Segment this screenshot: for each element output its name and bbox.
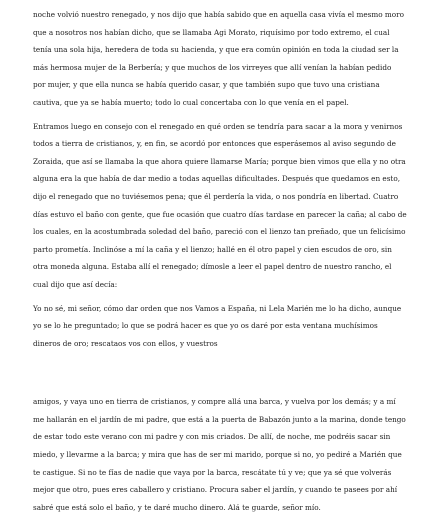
- text-line: más hermosa mujer de la Berbería; y que muchos de los virreyes que allí venían la habían pedido: [33, 62, 392, 72]
- text-line: días estuvo el baño con gente, que fue ocasión que cuatro días tardase en parecer la caña; al cabo de: [33, 209, 407, 219]
- text-line: que a nosotros nos habían dicho, que se llamaba Agi Morato, riquísimo por todo extremo, el cual: [33, 27, 390, 37]
- text-line: yo se lo he preguntado; lo que se podrá hacer es que yo os daré por esta ventana muchísimos: [33, 321, 378, 331]
- page-break-gap: [33, 352, 413, 393]
- letter-paragraph-2: [33, 393, 413, 516]
- text-line: mejor que otro, pues eres caballero y cristiano. Procura saber el jardín, y cuando te pasees por ahí: [33, 485, 398, 495]
- text-line: por mujer, y que ella nunca se había querido casar, y que también supo que tuvo una cristiana: [33, 80, 380, 90]
- text-line: me hallarán en el jardín de mi padre, que está a la puerta de Babazón junto a la marina, donde tengo: [33, 414, 406, 424]
- paragraph-1: [33, 6, 413, 112]
- text-line: dijo el renegado que no tuviésemos pena; que él perdería la vida, o nos pondría en libertad. Cuatro: [33, 191, 399, 201]
- letter-paragraph-1: [33, 300, 413, 353]
- text-line: de estar todo este verano con mi padre y con mis criados. De allí, de noche, me podréis sacar sin: [33, 432, 391, 442]
- text-line: noche volvió nuestro renegado, y nos dijo que había sabido que en aquella casa vivía el mesmo moro: [33, 10, 405, 19]
- text-line: cautiva, que ya se había muerto; todo lo cual concertaba con lo que venía en el papel.: [33, 97, 349, 107]
- text-line: miedo, y llevarme a la barca; y mira que has de ser mi marido, porque si no, yo pediré a Marién que: [33, 450, 402, 460]
- text-line: cual dijo que así decía:: [33, 279, 118, 289]
- text-line: todos a tierra de cristianos, y, en fin, se acordó por entonces que esperásemos al aviso segundo de: [33, 139, 396, 149]
- document-page: [33, 6, 413, 516]
- text-line: te castigue. Si no te fías de nadie que vaya por la barca, rescátate tú y ve; que ya sé que volverás: [33, 467, 392, 477]
- text-line: Zoraida, que así se llamaba la que ahora quiere llamarse María; porque bien vimos que ella y no otra: [33, 156, 406, 166]
- text-line: tenía una sola hija, heredera de toda su hacienda, y que era común opinión en toda la ciudad ser la: [33, 45, 399, 55]
- text-line: sabré que está solo el baño, y te daré mucho dinero. Alá te guarde, señor mío.: [33, 502, 321, 512]
- text-line: Entramos luego en consejo con el renegado en qué orden se tendría para sacar a la mora y venirnos: [33, 121, 403, 131]
- text-line: los cuales, en la acostumbrada soledad del baño, pareció con el lienzo tan preñado, que un felicísimo: [33, 227, 406, 237]
- text-line: otra moneda alguna. Estaba allí el renegado; dímosle a leer el papel dentro de nuestro rancho, el: [33, 262, 392, 272]
- text-line: Yo no sé, mi señor, cómo dar orden que nos Vamos a España, ni Lela Marién me lo ha dicho, aunque: [33, 303, 402, 313]
- text-line: parto prometía. Inclinóse a mí la caña y el lienzo; hallé en él otro papel y cien escudos de oro, sin: [33, 244, 392, 254]
- text-line: amigos, y vaya uno en tierra de cristianos, y compre allá una barca, y vuelva por los demás; y a mí: [33, 397, 396, 407]
- text-line: alguna era la que había de dar medio a todas aquellas dificultades. Después que quedamos en esto,: [33, 174, 401, 184]
- paragraph-2: [33, 118, 413, 294]
- text-line: dineros de oro; rescataos vos con ellos, y vuestros: [33, 338, 218, 348]
